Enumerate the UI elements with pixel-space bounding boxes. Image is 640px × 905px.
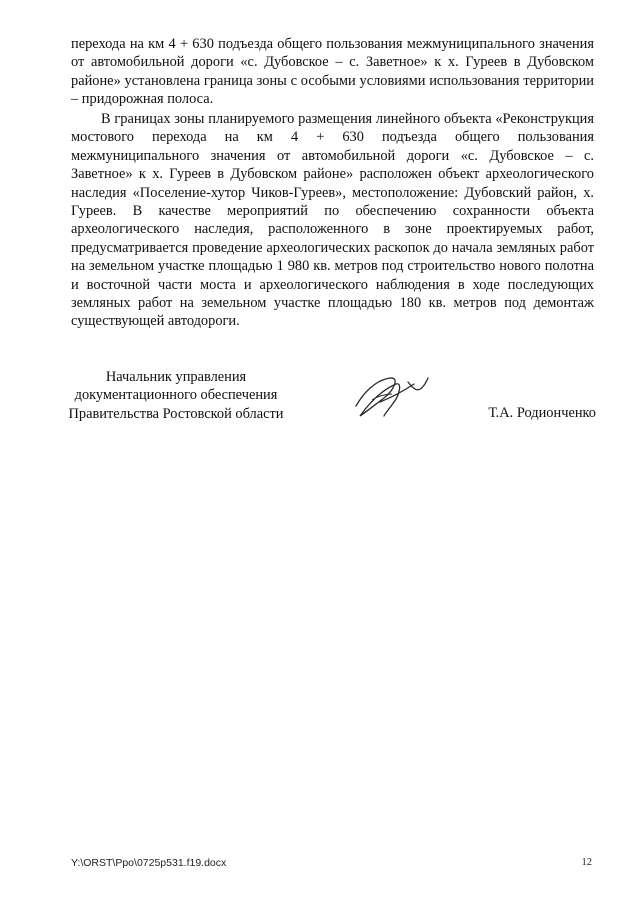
signatory-name: Т.А. Родионченко bbox=[488, 405, 596, 421]
position-line-2: документационного обеспечения bbox=[74, 387, 278, 404]
position-line-1: Начальник управления bbox=[105, 369, 247, 385]
paragraph-archaeology: В границах зоны планируемого размещения линейного объекта «Реконструкция мостового перехода на км 4 + 630 подъезда общего пользования межмуниципального значения от автомобильной дороги «с. Дубовское – с. Заветное» к х. Гуреев в Дубовском районе» расположен объект археологического наследия «Поселение-хутор Чиков-Гуреев», местоположение: Дубовский район, х. Гуреев. В качестве мероприятий по обеспечению сохранности объекта археологического наследия, расположенного в зоне проектируемых работ, предусматривается проведение археологических раскопок до начала земляных работ на земельном участке площадью 1 980 кв. метров под строительство нового полотна и восточной части моста и археологического наблюдения в ходе последующих земляных работ на земельном участке площадью 180 кв. метров под демонтаж существующей автодороги. bbox=[71, 111, 594, 330]
footer-file-path: Y:\ORST\Ppo\0725p531.f19.docx bbox=[71, 857, 227, 869]
page-number: 12 bbox=[581, 857, 592, 868]
paragraph-continuation: перехода на км 4 + 630 подъезда общего пользования межмуниципального значения от автомобильной дороги «с. Дубовское – с. Заветное» к х. Гуреев в Дубовском районе» установлена граница зоны с особыми условиями использования территории – придорожная полоса. bbox=[71, 36, 594, 108]
handwritten-signature bbox=[350, 372, 432, 420]
position-line-3: Правительства Ростовской области bbox=[68, 405, 284, 422]
signatory-position bbox=[60, 368, 292, 423]
